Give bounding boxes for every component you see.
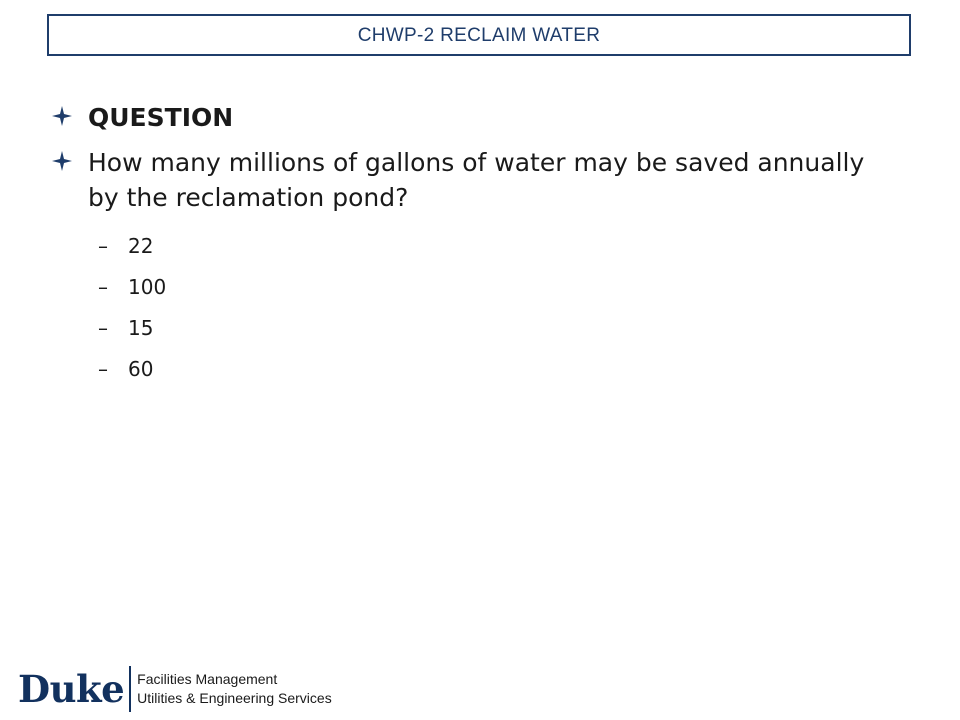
answer-option [98,307,902,348]
answer-option-text: 60 [128,356,154,381]
answer-option-text: 100 [128,274,167,299]
logo-divider [129,666,131,712]
dash-marker: – [98,356,108,381]
dash-marker: – [98,233,108,258]
answer-option [98,266,902,307]
answer-option [98,225,902,266]
slide-title: CHWP-2 RECLAIM WATER [357,25,601,46]
duke-logo-wordmark: Duke [18,667,125,711]
bullet-text: How many millions of gallons of water may be saved annually by the reclamation pond? [88,148,865,212]
dash-marker: – [98,315,108,340]
answer-options-list [98,225,902,389]
answer-option-text: 15 [128,315,154,340]
footer-logo [18,664,332,714]
slide-title-box [47,14,911,56]
dash-marker: – [98,274,108,299]
department-line-1: Facilities Management [137,671,278,687]
four-point-star-icon [52,145,88,171]
answer-option [98,348,902,389]
bullet-question-heading [52,100,902,135]
answer-option-text: 22 [128,233,154,258]
four-point-star-icon [52,100,88,126]
slide-content [52,100,902,389]
logo-department [137,670,332,708]
bullet-text: QUESTION [88,103,234,132]
department-line-2: Utilities & Engineering Services [137,690,332,706]
bullet-question-body [52,145,902,215]
